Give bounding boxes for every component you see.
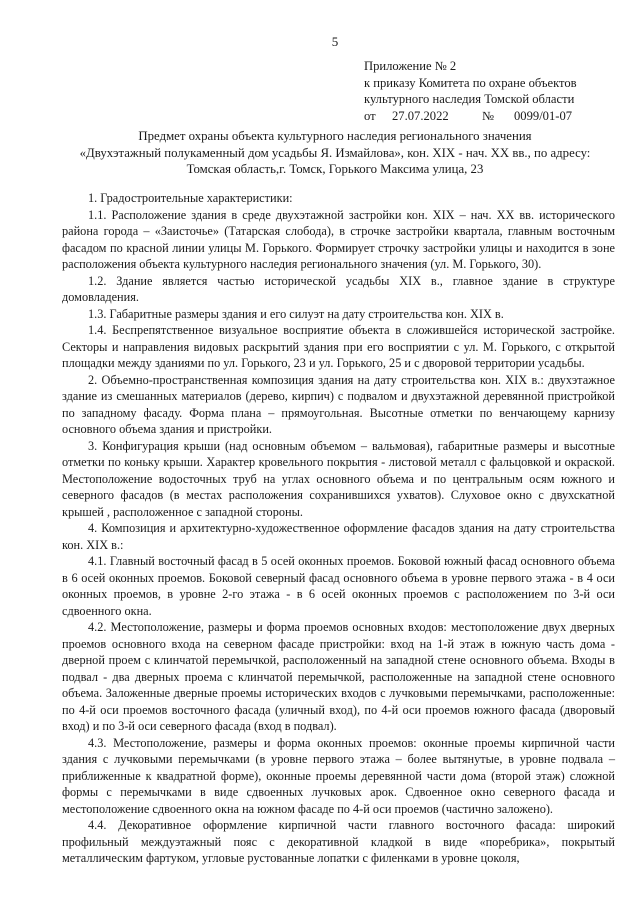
paragraph-1: 1. Градостроительные характеристики:: [88, 191, 293, 205]
appendix-header: [364, 58, 624, 124]
document-body: [62, 190, 615, 867]
appendix-line-2: культурного наследия Томской области: [364, 92, 575, 106]
order-date: 27.07.2022: [392, 108, 449, 123]
appendix-line-1: к приказу Комитета по охране объектов: [364, 75, 577, 90]
paragraph-2: 2. Объемно-пространственная композиция здания на дату строительства кон. XIX в.: двухэтажное здание из смешанных материалов (дерево, кирпич) с подвалом и двухэтажной деревянной пристройкой по западному фасаду. Форма плана – прямоугольная. Высотные отметки по венчающему карнизу основного объема здания и пристройки.: [62, 372, 615, 436]
paragraph-4-4: 4.4. Декоративное оформление кирпичной части главного восточного фасада: широкий профильный междуэтажный пояс с декоративной кладкой в виде «поребрика», покрытый металлическим фартуком, угловые рустованные лопатки с филенками в уровне цоколя,: [62, 818, 615, 865]
paragraph-4: 4. Композиция и архитектурно-художественное оформление фасадов здания на дату строительства кон. XIX в.:: [62, 521, 615, 552]
paragraph-3: 3. Конфигурация крыши (над основным объемом – вальмовая), габаритные размеры и высотные отметки по коньку крыши. Характер кровельного покрытия - листовой металл с фальцовкой и окраской. Местоположение водосточных труб на углах основного объема и по центральным осям южного и северного фасадов (в местах расположения сохранившихся ухватов). Слуховое окно с двухскатной крышей , расположенное с западной стороны.: [62, 438, 615, 519]
paragraph-1-3: 1.3. Габаритные размеры здания и его силуэт на дату строительства кон. XIX в.: [88, 306, 504, 321]
title-line-3: Томская область,г. Томск, Горького Максима улица, 23: [186, 162, 484, 176]
paragraph-4-3: 4.3. Местоположение, размеры и форма оконных проемов: оконные проемы кирпичной части здания с лучковыми перемычками (в уровне первого этажа – более вытянутые, в уровне подвала – приближенные к квадратной форме), оконные проемы деревянной части дома (второй этаж) сложной формы с перемычками в виде сдвоенных лучковых арок. Сдвоенное окно северного фасада и местоположение сдвоенного окна на южном фасаде по 4-й оси проемов (частично заложено).: [62, 735, 615, 816]
paragraph-1-2: 1.2. Здание является частью исторической усадьбы XIX в., главное здание в структуре домовладения.: [62, 273, 615, 304]
number-sign: №: [482, 108, 495, 123]
page-number: 5: [331, 34, 339, 49]
title-line-1: Предмет охраны объекта культурного наследия регионального значения: [138, 129, 532, 143]
appendix-title: Приложение № 2: [364, 59, 457, 73]
document-title: [40, 128, 630, 178]
title-line-2: «Двухэтажный полукаменный дом усадьбы Я. Измайлова», кон. XIX - нач. XX вв., по адресу:: [79, 145, 591, 160]
date-prefix: от: [364, 108, 376, 123]
paragraph-1-1: 1.1. Расположение здания в среде двухэтажной застройки кон. XIX – нач. XX вв. исторического района города – «Заисточье» (Татарская слобода), в строчке застройки квартала, главным восточным фасадом по красной линии улицы М. Горького. Формирует строчку застройки улицы и находится в зоне расположения объекта культурного наследия регионального значения (ул. М. Горького, 30).: [62, 207, 615, 271]
appendix-date-row: [364, 108, 624, 125]
paragraph-1-4: 1.4. Беспрепятственное визуальное восприятие объекта в сложившейся исторической застройке. Секторы и направления видовых раскрытий здания при его восприятии с ул. М. Горького, с открытой площадки между зданиями по ул. Горького, 23 и ул. Горького, 25 и с дворовой территории усадьбы.: [62, 323, 615, 370]
order-number: 0099/01-07: [514, 108, 573, 123]
paragraph-4-1: 4.1. Главный восточный фасад в 5 осей оконных проемов. Боковой южный фасад основного объема в 6 осей оконных проемов. Боковой северный фасад основного объема в уровне первого этажа - в 4 оси оконных проемов, в уровне 2-го этажа - в 6 осей оконных проемов с расположением по 3-й оси сдвоенного окна.: [62, 554, 615, 618]
paragraph-4-2: 4.2. Местоположение, размеры и форма проемов основных входов: местоположение двух дверных проемов основного входа на северном фасаде пристройки: вход на 1-й этаж в южную часть дома - дверной проем с клинчатой перемычкой, расположенный на западной стене основного объема. Входы в подвал - два дверных проема с клинчатой перемычкой, расположенные на западной стене основного объема. Заложенные дверные проемы исторических входов с лучковыми перемычками, расположенные: по 4-й оси проемов восточного фасада (уличный вход), по 4-й оси проемов южного фасада (дворовый вход) и по 3-й оси северного фасада (вход в подвал).: [62, 620, 615, 733]
